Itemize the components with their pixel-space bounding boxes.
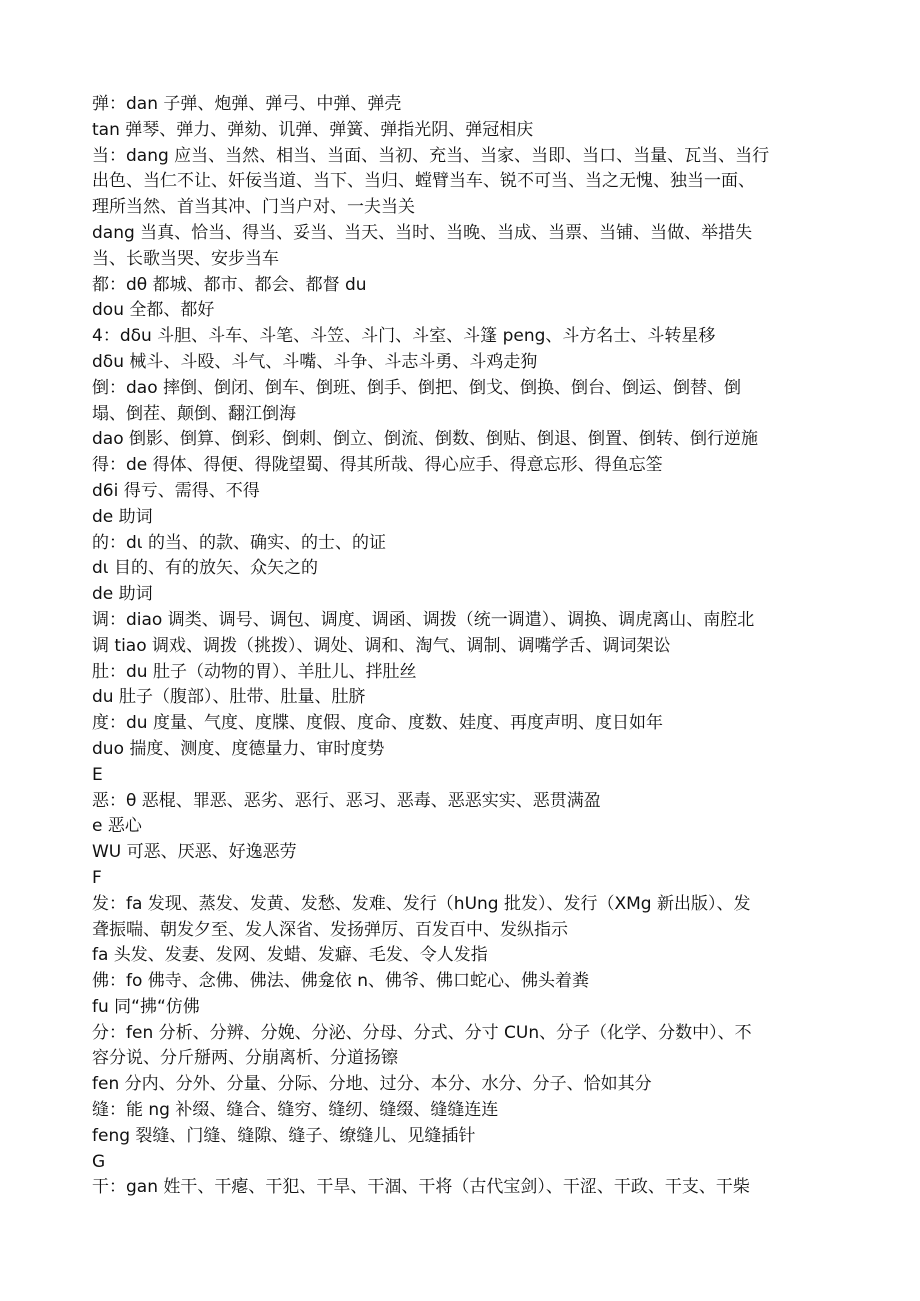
text-line: 的：dι 的当、的款、确实、的士、的证 xyxy=(92,532,386,553)
text-line: 得：de 得体、得便、得陇望蜀、得其所哉、得心应手、得意忘形、得鱼忘筌 xyxy=(92,455,663,476)
text-line: 当、长歌当哭、安步当车 xyxy=(92,248,279,269)
text-line: d6i 得亏、需得、不得 xyxy=(92,480,260,501)
text-line: 倒：dao 摔倒、倒闭、倒车、倒班、倒手、倒把、倒戈、倒换、倒台、倒运、倒替、倒 xyxy=(92,377,742,398)
text-line: duo 揣度、测度、度德量力、审时度势 xyxy=(92,738,385,759)
text-line: feng 裂缝、门缝、缝隙、缝子、缭缝儿、见缝插针 xyxy=(92,1125,476,1146)
text-line: du 肚子（腹部）、肚带、肚量、肚脐 xyxy=(92,687,366,708)
text-line: 当：dang 应当、当然、相当、当面、当初、充当、当家、当即、当口、当量、瓦当、当行 xyxy=(92,145,770,166)
text-line: 调 tiao 调戏、调拨（挑拨）、调处、调和、淘气、调制、调嘴学舌、调词架讼 xyxy=(92,635,671,656)
text-line: 理所当然、首当其冲、门当户对、一夫当关 xyxy=(92,197,415,218)
text-line: 佛：fo 佛寺、念佛、佛法、佛龛依 n、佛爷、佛口蛇心、佛头着粪 xyxy=(92,971,589,992)
text-line: 都：dθ 都城、都市、都会、都督 du xyxy=(92,274,367,295)
text-line: de 助词 xyxy=(92,506,153,527)
text-line: 弹：dan 子弹、炮弹、弹弓、中弹、弹壳 xyxy=(92,94,402,114)
section-heading-e: E xyxy=(92,764,103,785)
text-line: dao 倒影、倒算、倒彩、倒刺、倒立、倒流、倒数、倒贴、倒退、倒置、倒转、倒行逆施 xyxy=(92,429,759,450)
text-line: 发：fa 发现、蒸发、发黄、发愁、发难、发行（hUng 批发）、发行（XMg 新出版）、发 xyxy=(92,893,751,914)
text-line: fa 头发、发妻、发网、发蜡、发癖、毛发、令人发指 xyxy=(92,945,488,966)
text-line: e 恶心 xyxy=(92,816,142,837)
document-body xyxy=(92,92,828,1201)
text-line: 聋振喘、朝发夕至、发人深省、发扬弹厉、百发百中、发纵指示 xyxy=(92,919,568,940)
text-line: 干：gan 姓干、干瘪、干犯、干旱、干涸、干将（古代宝剑）、干涩、干政、干支、干柴 xyxy=(92,1177,750,1198)
text-line: dou 全都、都好 xyxy=(92,300,215,321)
text-line: 肚：du 肚子（动物的胃）、羊肚儿、拌肚丝 xyxy=(92,661,417,682)
text-line: 出色、当仁不让、奸佞当道、当下、当归、螳臂当车、锐不可当、当之无愧、独当一面、 xyxy=(92,171,755,192)
text-line: 缝：能 ng 补缀、缝合、缝穷、缝纫、缝缀、缝缝连连 xyxy=(92,1100,499,1121)
text-line: dang 当真、恰当、得当、妥当、当天、当时、当晚、当成、当票、当铺、当做、举措失 xyxy=(92,222,753,243)
text-line: 度：du 度量、气度、度牒、度假、度命、度数、娃度、再度声明、度日如年 xyxy=(92,713,663,734)
text-line: 4：dδu 斗胆、斗车、斗笔、斗笠、斗门、斗室、斗篷 peng、斗方名士、斗转星移 xyxy=(92,326,716,347)
text-line: 调：diao 调类、调号、调包、调度、调函、调拨（统一调遣）、调换、调虎离山、南腔北 xyxy=(92,609,755,630)
text-line: 恶：θ 恶棍、罪恶、恶劣、恶行、恶习、恶毒、恶恶实实、恶贯满盈 xyxy=(92,790,601,811)
text-line: dδu 械斗、斗殴、斗气、斗嘴、斗争、斗志斗勇、斗鸡走狗 xyxy=(92,351,538,372)
text-line: fen 分内、分外、分量、分际、分地、过分、本分、水分、分子、恰如其分 xyxy=(92,1074,652,1095)
text-line: de 助词 xyxy=(92,584,153,605)
text-line: fu 同“拂“仿佛 xyxy=(92,996,200,1017)
text-line: 容分说、分斤掰两、分崩离析、分道扬镲 xyxy=(92,1048,398,1069)
section-heading-f: F xyxy=(92,867,102,888)
text-line: tan 弹琴、弹力、弹劾、讥弹、弹簧、弹指光阴、弹冠相庆 xyxy=(92,119,534,140)
section-heading-g: G xyxy=(92,1151,106,1172)
text-line: WU 可恶、厌恶、好逸恶劳 xyxy=(92,842,297,863)
text-line: dι 目的、有的放矢、众矢之的 xyxy=(92,558,318,579)
text-line: 塌、倒茬、颠倒、翻江倒海 xyxy=(92,403,296,424)
text-line: 分：fen 分析、分辨、分娩、分泌、分母、分式、分寸 CUn、分子（化学、分数中）、不 xyxy=(92,1022,752,1043)
